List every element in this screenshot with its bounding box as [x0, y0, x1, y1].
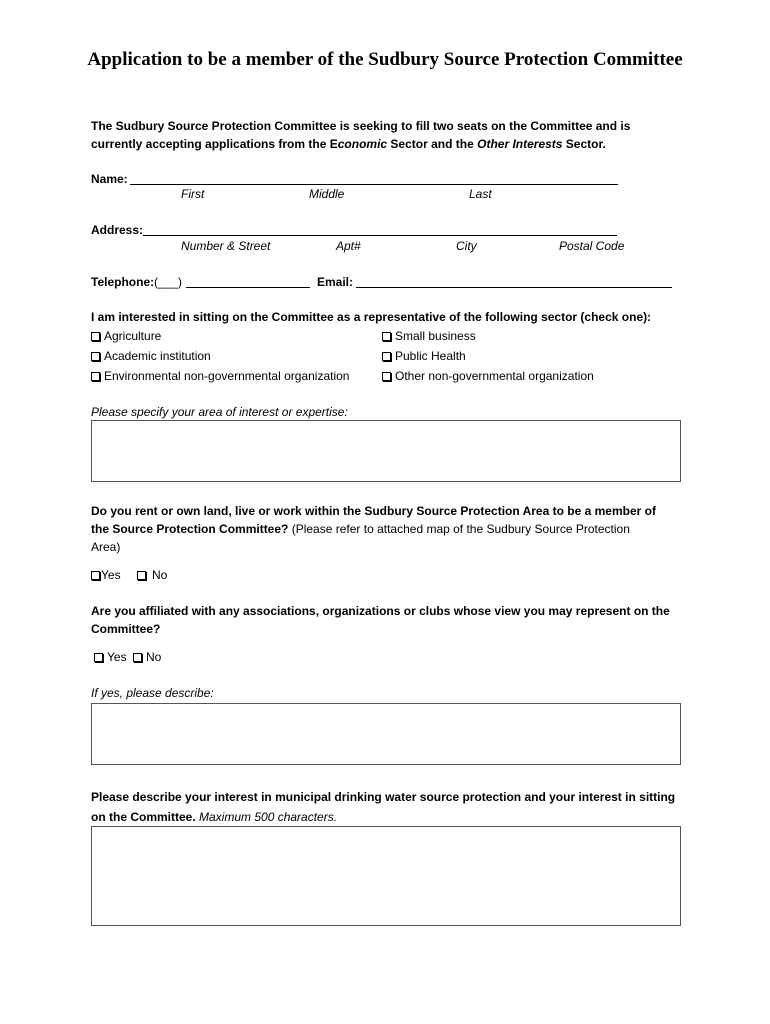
- sector-question: I am interested in sitting on the Committee as a representative of the following sector (check one):: [91, 310, 652, 324]
- intro-line-2: [91, 135, 606, 153]
- address-label: Address:: [91, 223, 144, 237]
- telephone-label: Telephone:: [91, 275, 155, 289]
- intro-text-other-interests: Other Interests: [477, 137, 563, 151]
- telephone-input[interactable]: [186, 273, 310, 288]
- option-label: No: [152, 568, 168, 582]
- checkbox-icon[interactable]: [94, 653, 103, 662]
- option-label: Environmental non-governmental organization: [104, 369, 350, 383]
- affiliation-question-line-2: Committee?: [91, 622, 161, 636]
- land-question-note: (Please refer to attached map of the Sudbury Source Protection: [288, 522, 630, 536]
- sector-option-agriculture[interactable]: [91, 328, 161, 344]
- email-label: Email:: [317, 275, 354, 289]
- address-street-caption: Number & Street: [181, 239, 271, 253]
- checkbox-icon[interactable]: [133, 653, 142, 662]
- checkbox-icon[interactable]: [382, 332, 391, 341]
- sector-option-env-ngo[interactable]: [91, 368, 349, 384]
- checkbox-icon[interactable]: [382, 372, 391, 381]
- name-first-caption: First: [181, 187, 205, 201]
- expertise-label: Please specify your area of interest or expertise:: [91, 405, 348, 419]
- option-label: No: [146, 650, 162, 664]
- land-question-bold: the Source Protection Committee?: [91, 522, 289, 536]
- option-label: Academic institution: [104, 349, 211, 363]
- land-yes-option[interactable]: [91, 567, 121, 583]
- affiliation-question-line-1: Are you affiliated with any associations, organizations or clubs whose view you may represent on the: [91, 604, 670, 618]
- option-label: Yes: [101, 568, 121, 582]
- sector-option-academic[interactable]: [91, 348, 211, 364]
- land-question-line-2: [91, 520, 630, 538]
- option-label: Other non-governmental organization: [395, 369, 594, 383]
- checkbox-icon[interactable]: [382, 352, 391, 361]
- page-title: Application to be a member of the Sudbury Source Protection Committee: [87, 49, 683, 70]
- sector-option-small-business[interactable]: [382, 328, 476, 344]
- intro-text-e: Sector.: [562, 137, 606, 151]
- option-label: Yes: [107, 650, 127, 664]
- address-city-caption: City: [456, 239, 477, 253]
- sector-option-other-ngo[interactable]: [382, 368, 594, 384]
- affiliation-yes-option[interactable]: [94, 649, 127, 665]
- affiliation-describe-label: If yes, please describe:: [91, 686, 214, 700]
- interest-max-chars: Maximum 500 characters.: [195, 810, 338, 824]
- affiliation-describe-textarea[interactable]: [91, 703, 681, 765]
- option-label: Small business: [395, 329, 476, 343]
- address-postal-caption: Postal Code: [559, 239, 625, 253]
- interest-question-line-1: Please describe your interest in municipal drinking water source protection and your interest in sitting: [91, 790, 676, 804]
- name-label: Name:: [91, 172, 128, 186]
- checkbox-icon[interactable]: [137, 571, 146, 580]
- email-input[interactable]: [356, 273, 672, 288]
- intro-text-a: currently accepting applications from the E: [91, 137, 338, 151]
- affiliation-no-option[interactable]: [133, 649, 161, 665]
- expertise-textarea[interactable]: [91, 420, 681, 482]
- intro-text-economic: conomic: [337, 137, 388, 151]
- interest-textarea[interactable]: [91, 826, 681, 926]
- checkbox-icon[interactable]: [91, 332, 100, 341]
- land-question-line-1: Do you rent or own land, live or work within the Sudbury Source Protection Area to be a member of: [91, 504, 656, 518]
- address-input[interactable]: [143, 221, 617, 236]
- name-input[interactable]: [130, 170, 618, 185]
- option-label: Public Health: [395, 349, 466, 363]
- intro-line-1: The Sudbury Source Protection Committee is seeking to fill two seats on the Committee and is: [91, 119, 631, 133]
- land-no-option[interactable]: [137, 567, 167, 583]
- interest-question-bold: on the Committee.: [91, 810, 196, 824]
- name-middle-caption: Middle: [309, 187, 345, 201]
- intro-text-c: Sector and the: [387, 137, 478, 151]
- interest-question-line-2: [91, 808, 337, 826]
- checkbox-icon[interactable]: [91, 372, 100, 381]
- telephone-area-code: (___): [154, 275, 183, 289]
- name-last-caption: Last: [469, 187, 492, 201]
- sector-option-public-health[interactable]: [382, 348, 466, 364]
- checkbox-icon[interactable]: [91, 352, 100, 361]
- address-apt-caption: Apt#: [336, 239, 361, 253]
- land-question-line-3: Area): [91, 540, 121, 554]
- option-label: Agriculture: [104, 329, 162, 343]
- checkbox-icon[interactable]: [91, 571, 100, 580]
